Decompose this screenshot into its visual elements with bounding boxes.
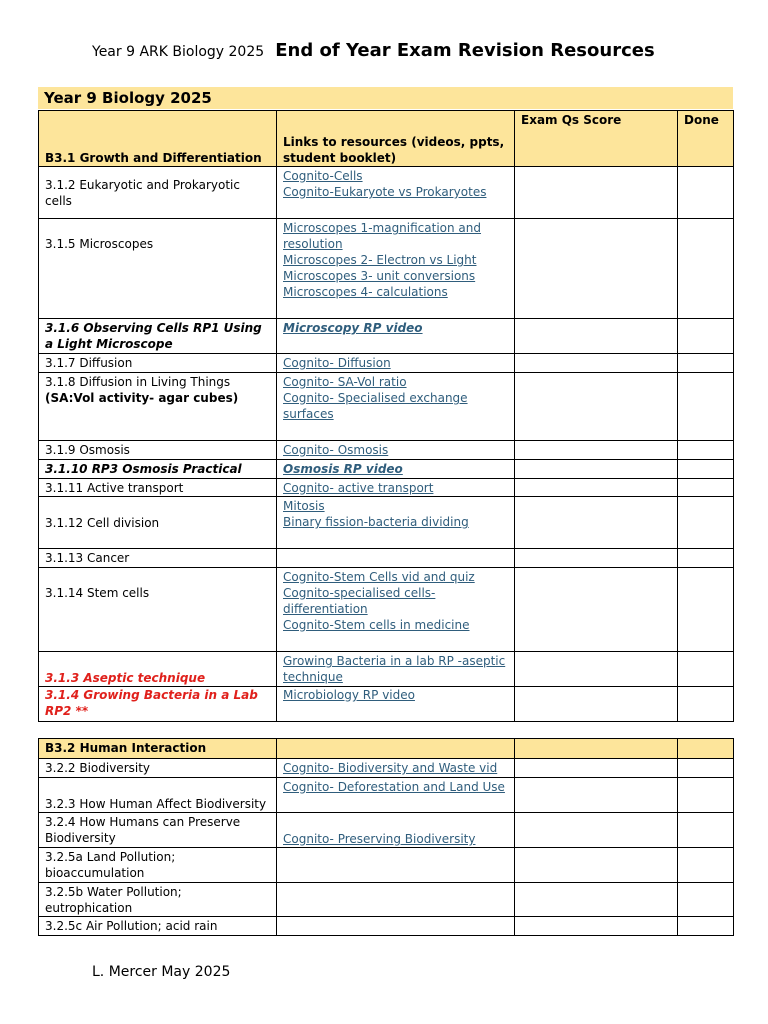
done-cell — [678, 848, 734, 883]
topic-cell: 3.1.3 Aseptic technique — [39, 652, 277, 687]
resource-link[interactable]: Cognito-specialised cells-differentiation — [283, 586, 436, 616]
resource-link[interactable]: Microscopes 4- calculations — [283, 285, 448, 299]
section-banner: Year 9 Biology 2025 — [38, 87, 733, 109]
links-cell — [277, 652, 515, 687]
done-cell — [678, 549, 734, 568]
topic-cell: 3.1.11 Active transport — [39, 479, 277, 497]
resource-link[interactable]: Cognito-Stem Cells vid and quiz — [283, 570, 475, 584]
resource-link[interactable]: Cognito- Biodiversity and Waste vid — [283, 761, 498, 775]
resource-link[interactable]: Cognito- Diffusion — [283, 356, 391, 370]
topic-cell: 3.2.5a Land Pollution; bioaccumulation — [39, 848, 277, 883]
score-cell — [515, 917, 678, 936]
links-cell — [277, 219, 515, 319]
done-cell — [678, 759, 734, 778]
column-header-score: Exam Qs Score — [515, 111, 678, 167]
score-cell — [515, 460, 678, 479]
score-cell — [515, 479, 678, 497]
links-cell — [277, 687, 515, 722]
resource-link[interactable]: Cognito-Cells — [283, 169, 363, 183]
links-cell — [277, 813, 515, 848]
table-row — [39, 813, 734, 848]
resource-link[interactable]: Microscopes 1-magnification and resolution — [283, 221, 482, 251]
resource-link[interactable]: Binary fission-bacteria dividing — [283, 515, 469, 529]
score-cell — [515, 219, 678, 319]
done-cell — [678, 441, 734, 460]
done-cell — [678, 373, 734, 441]
topic-cell: 3.1.2 Eukaryotic and Prokaryotic cells — [39, 167, 277, 219]
done-cell — [678, 319, 734, 354]
resource-link[interactable]: Microscopes 3- unit conversions — [283, 269, 476, 283]
score-cell — [515, 354, 678, 373]
table-row — [39, 687, 734, 722]
score-cell — [515, 319, 678, 354]
table-row — [39, 652, 734, 687]
page-title: End of Year Exam Revision Resources — [275, 40, 655, 61]
topic-text: 3.1.8 Diffusion in Living Things — [45, 375, 231, 389]
done-cell — [678, 460, 734, 479]
links-cell — [277, 883, 515, 917]
table-row — [39, 883, 734, 917]
links-cell — [277, 917, 515, 936]
resource-link[interactable]: Growing Bacteria in a lab RP -aseptic technique — [283, 654, 506, 684]
done-cell — [678, 568, 734, 652]
table-row — [39, 354, 734, 373]
score-cell — [515, 441, 678, 460]
done-cell — [678, 479, 734, 497]
table-row — [39, 848, 734, 883]
links-cell — [277, 479, 515, 497]
page-header — [92, 40, 655, 61]
table-row — [39, 497, 734, 549]
links-cell — [277, 441, 515, 460]
table-row — [39, 759, 734, 778]
done-cell — [678, 167, 734, 219]
resource-link[interactable]: Cognito-Stem cells in medicine — [283, 618, 470, 632]
topic-cell: 3.1.6 Observing Cells RP1 Using a Light Microscope — [39, 319, 277, 354]
table-row — [39, 549, 734, 568]
topic-cell: 3.1.14 Stem cells — [39, 568, 277, 652]
resource-link[interactable]: Cognito- active transport — [283, 481, 434, 495]
topic-cell: 3.1.12 Cell division — [39, 497, 277, 549]
author-footer: L. Mercer May 2025 — [92, 964, 231, 980]
score-cell — [515, 549, 678, 568]
column-header-links — [277, 739, 515, 759]
resource-link[interactable]: Microbiology RP video — [283, 688, 415, 702]
table-row — [39, 167, 734, 219]
links-cell — [277, 460, 515, 479]
done-cell — [678, 813, 734, 848]
table-header-row — [39, 111, 734, 167]
links-cell — [277, 848, 515, 883]
table-row — [39, 319, 734, 354]
links-cell — [277, 167, 515, 219]
score-cell — [515, 759, 678, 778]
page-subtitle: Year 9 ARK Biology 2025 — [92, 44, 265, 60]
resource-link[interactable]: Cognito- Preserving Biodiversity — [283, 832, 476, 846]
topic-cell: 3.2.5c Air Pollution; acid rain — [39, 917, 277, 936]
table-row — [39, 917, 734, 936]
done-cell — [678, 883, 734, 917]
done-cell — [678, 497, 734, 549]
done-cell — [678, 778, 734, 813]
score-cell — [515, 778, 678, 813]
topic-cell: 3.2.2 Biodiversity — [39, 759, 277, 778]
links-cell — [277, 759, 515, 778]
links-cell — [277, 497, 515, 549]
resource-link[interactable]: Osmosis RP video — [283, 462, 403, 476]
topic-activity: (SA:Vol activity- agar cubes) — [45, 391, 239, 405]
resource-link[interactable]: Cognito-Eukaryote vs Prokaryotes — [283, 185, 487, 199]
topic-cell: 3.2.4 How Humans can Preserve Biodiversity — [39, 813, 277, 848]
resource-link[interactable]: Cognito- Osmosis — [283, 443, 389, 457]
column-header-score — [515, 739, 678, 759]
table-row — [39, 219, 734, 319]
column-header-done — [678, 739, 734, 759]
done-cell — [678, 917, 734, 936]
resource-link[interactable]: Microscopy RP video — [283, 321, 423, 335]
links-cell — [277, 778, 515, 813]
score-cell — [515, 568, 678, 652]
score-cell — [515, 167, 678, 219]
topic-cell: 3.1.13 Cancer — [39, 549, 277, 568]
table-row — [39, 460, 734, 479]
table-header-row — [39, 739, 734, 759]
done-cell — [678, 687, 734, 722]
links-cell — [277, 549, 515, 568]
topic-cell — [39, 373, 277, 441]
links-cell — [277, 354, 515, 373]
score-cell — [515, 813, 678, 848]
links-cell — [277, 568, 515, 652]
topic-cell: 3.1.7 Diffusion — [39, 354, 277, 373]
human-interaction-table — [38, 738, 734, 936]
topic-cell: 3.1.4 Growing Bacteria in a Lab RP2 ** — [39, 687, 277, 722]
score-cell — [515, 652, 678, 687]
done-cell — [678, 354, 734, 373]
section-heading: B3.2 Human Interaction — [39, 739, 277, 759]
score-cell — [515, 373, 678, 441]
topic-cell: 3.1.10 RP3 Osmosis Practical — [39, 460, 277, 479]
topic-cell: 3.1.9 Osmosis — [39, 441, 277, 460]
section-heading: B3.1 Growth and Differentiation — [39, 111, 277, 167]
table-row — [39, 778, 734, 813]
done-cell — [678, 652, 734, 687]
table-row — [39, 479, 734, 497]
resource-link[interactable]: Cognito- Deforestation and Land Use — [283, 780, 505, 794]
resource-link[interactable]: Microscopes 2- Electron vs Light — [283, 253, 477, 267]
resource-link[interactable]: Cognito- SA-Vol ratio — [283, 375, 407, 389]
score-cell — [515, 687, 678, 722]
growth-differentiation-table — [38, 110, 734, 722]
topic-cell: 3.2.3 How Human Affect Biodiversity — [39, 778, 277, 813]
table-row — [39, 568, 734, 652]
score-cell — [515, 883, 678, 917]
table-row — [39, 373, 734, 441]
done-cell — [678, 219, 734, 319]
topic-cell: 3.1.5 Microscopes — [39, 219, 277, 319]
column-header-links: Links to resources (videos, ppts, student booklet) — [277, 111, 515, 167]
resource-link[interactable]: Mitosis — [283, 499, 325, 513]
score-cell — [515, 848, 678, 883]
column-header-done: Done — [678, 111, 734, 167]
links-cell — [277, 319, 515, 354]
resource-link[interactable]: Cognito- Specialised exchange surfaces — [283, 391, 468, 421]
topic-cell: 3.2.5b Water Pollution; eutrophication — [39, 883, 277, 917]
links-cell — [277, 373, 515, 441]
table-row — [39, 441, 734, 460]
score-cell — [515, 497, 678, 549]
